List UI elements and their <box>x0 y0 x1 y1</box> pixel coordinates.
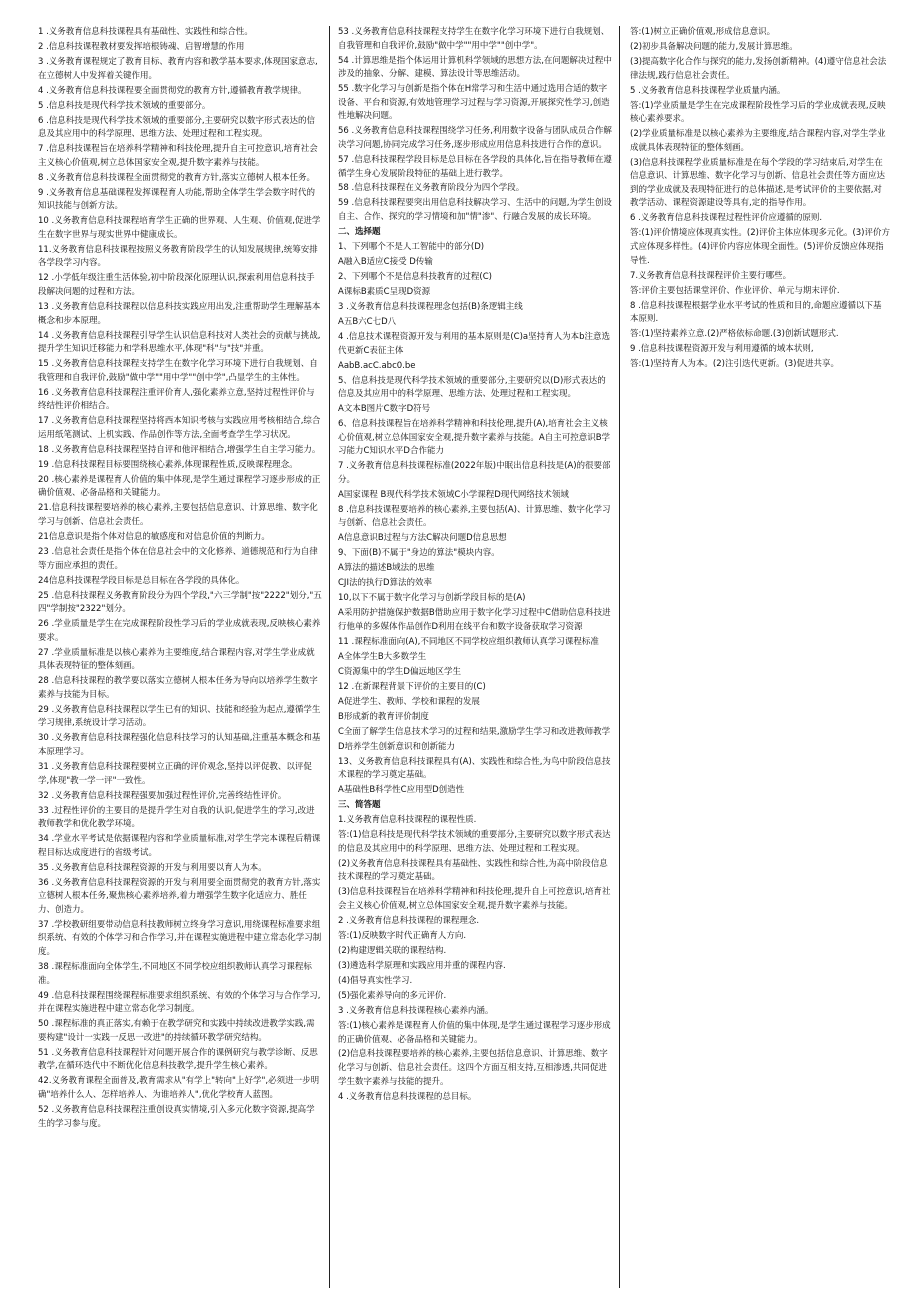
text-line: 三、简答题 <box>338 800 381 811</box>
text-line: (4)倡导真实性学习. <box>338 975 413 986</box>
text-line: 11.义务教育信息科技课程按照义务教育阶段学生的认知发展规律,统筹安排各学段学习内容。 <box>38 244 318 269</box>
text-line: 答:(1)核心素养是课程育人价值的集中体现,是学生通过课程学习逐步形成的正确价值观、必备品格和关键能力。 <box>338 1020 611 1045</box>
text-line: 答:(1)评价情境应体现真实性。(2)评价主体应体现多元化。(3)评价方式应体现多样性。(4)评价内容应体现全面性。(5)评价反馈应体现指导性. <box>630 228 890 266</box>
text-line: 49 .信息科技课程围绕课程标准要求组织系统、有效的个体学习与合作学习,并在课程实施进程中建立常态化学习制度。 <box>38 990 321 1015</box>
text-line: 3 .义务教育信息科技课程理念包括(B)条逻辑主线 <box>338 301 523 312</box>
text-line: 答:(1)树立正确价值观,形成信息意识。 <box>630 27 776 37</box>
text-line: 7 .信息科技课程旨在培养科学精神和科技伦理,提升自主可控意识,培育社会主义核心价值观,树立总体国家安全观,提升数字素养与技能。 <box>38 144 318 168</box>
document-page <box>38 26 890 1288</box>
text-line: 6 .义务教育信息科技课程过程性评价应遵循的原则. <box>630 213 823 224</box>
text-line: (2)初步具备解决问题的能力,发展计算思维。 <box>630 41 798 52</box>
text-line: 52 .义务教育信息科技课程注重创设真实情境,引入多元化数字资源,提高学生的学习参与度。 <box>38 1104 315 1129</box>
text-line: (2)信息科技课程要培养的核心素养,主要包括信息意识、计算思维、数字化学习与创新、信息社会责任。这四个方面互相支持,互相渗透,共同促进学生数字素养与技能的提升。 <box>338 1049 608 1087</box>
text-line: A全体学生B大多数学生 <box>338 651 427 662</box>
text-line: 1 .义务教育信息科技课程具有基础性、实践性和综合性。 <box>38 27 253 37</box>
text-line: 3 .义务教育课程规定了教育目标、教育内容和教学基本要求,体现国家意志,在立德树人中发挥着关键作用。 <box>38 56 318 81</box>
text-line: A文本B图片C数字D符号 <box>338 404 431 415</box>
text-line: 5、信息科技是现代科学技术领域的重要部分,主要研究以(D)形式表达的信息及其应用中的科学原理、思维方法、处理过程和工程实现。 <box>338 375 606 400</box>
text-line: 51 .义务教育信息科技课程针对问题开展合作的课例研究与教学诊断、反思教学,在循环迭代中不断优化信息科技教学,提升学生核心素养。 <box>38 1047 318 1072</box>
text-line: C全面了解学生信息技术学习的过程和结果,激励学生学习和改进教师教学 <box>338 726 611 737</box>
text-line: 20 .核心素养是课程育人价值的集中体现,是学生通过课程学习逐步形成的正确价值观、必备品格和关键能力。 <box>38 474 321 499</box>
text-line: 6、信息科技课程旨在培养科学精神和科技伦理,提升(A),培育社会主义核心价值观,树立总体国家安全观,提升数字素养与技能。A自主可控意识B学习能力C知识水平D合作能力 <box>338 419 611 457</box>
text-line: 50 .课程标准的真正落实,有赖于在教学研究和实践中持续改进教学实践,需要构建"设计一实践一反思一改进"的持续循环教学研究结构。 <box>38 1019 315 1043</box>
column-left <box>38 26 329 1288</box>
text-line: C资源集中的学生D偏远地区学生 <box>338 666 461 677</box>
text-line: 10 .义务教育信息科技课程培育学生正确的世界观、人生观、价值观,促进学生在数字世界与现实世界中健康成长。 <box>38 216 321 240</box>
text-line: 答:(1)学业质量是学生在完成课程阶段性学习后的学业成就表现,反映核心素养要求。 <box>630 100 886 125</box>
text-line: 16 .义务教育信息科技课程注重评价育人,强化素养立意,坚持过程性评价与终结性评价相结合。 <box>38 387 315 412</box>
text-line: 10,以下不属于数字化学习与创新学段目标的是(A) <box>338 593 526 604</box>
text-line: 57 .信息科技课程学段目标是总目标在各学段的具体化,旨在指导教师在遵循学生身心发展阶段特征的基础上进行教学。 <box>338 154 612 179</box>
text-line: A信息意识B过程与方法C解决问题D信息思想 <box>338 533 507 544</box>
text-line: 4 .义务教育信息科技课程要全面贯彻党的教育方针,遵循教育教学规律。 <box>38 85 307 96</box>
text-line: A基础性B科学性C应用型D创造性 <box>338 785 465 796</box>
text-line: 12 .在新课程背景下评价的主要目的(C) <box>338 681 486 692</box>
text-line: (3)信息科技课程旨在培养科学精神和科技伦理,提升自上可控意识,培育社会主义核心价值观,树立总体国家安全观,提升数字素养与技能。 <box>338 887 611 912</box>
text-line: 25 .信息科技课程义务教育阶段分为四个学段,"六三学制"按"2222"划分,"五四"学制按"2322"划分。 <box>38 590 322 615</box>
text-line: 30 .义务教育信息科技课程强化信息科技学习的认知基础,注重基本概念和基本原理学习。 <box>38 733 321 758</box>
text-line: A算法的描述B域法的思维 <box>338 563 435 574</box>
text-line: 33 .过程性评价的主要目的是提升学生对自我的认识,促进学生的学习,改进教师教学和优化教学环境。 <box>38 805 315 830</box>
text-line: 8 .信息科技课程要培养的核心素养,主要包括(A)、计算思维、数字化学习与创新、信息社会责任。 <box>338 504 611 529</box>
text-line: (2)构建逻辑关联的课程结构. <box>338 945 447 956</box>
text-line: A融入B适应C接受 D传输 <box>338 257 433 268</box>
text-line: (2)义务教育信息科技课程具有基础性、实践性和综合性,为高中阶段信息技术课程的学习奠定基础。 <box>338 858 608 883</box>
text-line: CJI法的执行D算法的效率 <box>338 578 432 589</box>
text-line: A国家课程 B现代科学技术领域C小学课程D现代网络技术领域 <box>338 489 569 500</box>
text-line: 24信息科技课程学段目标是总目标在各学段的具体化。 <box>38 575 245 586</box>
text-line: 5 .义务教育信息科技课程学业质量内涵。 <box>630 85 786 96</box>
text-line: 1、下列哪个不是人工智能中的部分(D) <box>338 242 485 253</box>
text-line: 27 .学业质量标准是以核心素养为主要维度,结合课程内容,对学生学业成就具体表现特征的整体刻画。 <box>38 647 315 672</box>
text-line: B形成新的教育评价制度 <box>338 711 429 722</box>
text-line: 23 .信息社会责任是指个体在信息社会中的文化修养、道德规范和行为自律等方面应承担的责任。 <box>38 546 318 571</box>
text-line: 11 .课程标准面向(A),不同地区不同学校应组织教师认真学习课程标准 <box>338 636 599 647</box>
text-line: (3)遴选科学原理和实践应用并重的课程内容. <box>338 960 506 971</box>
text-line: 17 .义务教育信息科技课程坚持将西本知识考核与实践应用考核相结合,综合运用纸笔测试、上机实践、作品创作等方法,全面考查学生学习状况。 <box>38 416 321 440</box>
text-line: 31 .义务教育信息科技课程要树立正确的评价观念,坚持以评促教、以评促学,体现"教一学一评"一致性。 <box>38 762 312 786</box>
text-line: 12 .小学低年级注重生活体验,初中阶段深化原理认识,探索利用信息科技手段解决问题的过程和方法。 <box>38 273 315 297</box>
text-line: 26 .学业质量是学生在完成课程阶段性学习后的学业成就表现,反映核心素养要求。 <box>38 619 321 643</box>
text-line: 21信息意识是指个体对信息的敏感度和对信息价值的判断力。 <box>38 531 270 542</box>
column-middle <box>329 26 619 1288</box>
text-line: 答:(1)信息科技是现代科学技术领域的重要部分,主要研究以数字形式表达的信息及其应用中的科学原理、思维方法、处理过程和工程实现。 <box>338 830 611 854</box>
text-line: (2)学业质量标准是以核心素养为主要维度,结合课程内容,对学生学业成就具体表现特征的整体刻画。 <box>630 129 886 153</box>
text-line: 42.义务教育课程全面普及,教育需求从"有学上"转向"上好学",必须进一步明确"培养什么人、怎样培养人、为谁培养人",优化学校育人蓝图。 <box>38 1076 320 1100</box>
text-line: A采用防护措施保护数据B借助应用于数字化学习过程中C借助信息科技进行他单的多媒体作品创作D利用在线平台和数字设备获取学习资源 <box>338 608 611 632</box>
text-line: A课标B素质C呈现D资源 <box>338 286 431 297</box>
text-line: 13 .义务教育信息科技课程以信息科技实践应用出发,注重帮助学生理解基本概念和步本原理。 <box>38 301 321 326</box>
text-line: 9 .信息科技课程资源开发与利用遵循的域本状则, <box>630 344 814 355</box>
text-line: 58 .信息科技课程在义务教育阶段分为四个学段。 <box>338 183 525 194</box>
text-line: 答:(1)反映数字时代正确育人方向. <box>338 931 467 941</box>
text-line: 55 .数字化学习与创新是指个体在H常学习和生活中通过选用合适的数字设备、平台和资源,有效地管理学习过程与学习资源,开展探究性学习,创造性地解决问题。 <box>338 84 610 122</box>
text-line: 59 .信息科技课程要突出用信息科技解决学习、生活中的问题,为学生创设自主、合作、探究的学习情境和加"情"渗"、行融合发展的成长环境。 <box>338 198 612 223</box>
text-line: 54 .计算思维是指个体运用计算机科学领域的思想方法,在问题解决过程中涉及的抽象、分解、建模、算法设计等思维活动。 <box>338 55 612 80</box>
text-line: 2、下列哪个不是信息科技教育的过程(C) <box>338 272 492 282</box>
text-line: 答:(1)坚持育人为本。(2)注引迭代更新。(3)促进共享。 <box>630 359 839 370</box>
text-line: 7 .义务教育信息科技课程标准(2022年版)中眠出信息科技是(A)的很要部分。 <box>338 461 611 485</box>
text-line: 53 .义务教育信息科技课程支持学生在数字化学习环境下进行自我规划、自我管理和自我评价,鼓励"做中学""用中学""创中学"。 <box>338 27 610 51</box>
text-line: 8 .义务教育信息科技课程全面贯彻党的教育方针,落实立德树人根本任务。 <box>38 172 316 183</box>
text-line: 7.义务教育信息科技课程评价主要行哪些。 <box>630 270 792 281</box>
text-line: 32 .义务教育信息科技课程强要加强过程性评价,完善终结性评价。 <box>38 790 287 801</box>
text-line: 38 .课程标准面向全体学生,不同地区不同学校应组织教师认真学习课程标准。 <box>38 962 312 986</box>
text-line: (3)提高数字化合作与探究的能力,发扬创新精神。(4)遵守信息社会法律法规,践行信息社会责任。 <box>630 56 887 81</box>
text-line: 36 .义务教育信息科技课程资源的开发与利用要全面贯彻党的教育方针,落实立德树人根本任务,聚焦核心素养培养,着力增强学生数字化适应力、胜任力、创造力。 <box>38 877 321 915</box>
text-line: (5)强化素养导向的多元评价. <box>338 990 447 1001</box>
text-line: 2 .信息科技课程教材要发挥培根铸魂、启智增慧的作用 <box>38 41 245 52</box>
text-line: 28 .信息科技课程的教学要以落实立德树人根本任务为导向以培养学生数字素养与技能为目标。 <box>38 676 318 700</box>
text-line: 答:评价主要包括课堂评价、作业评价、单元与期末评价. <box>630 285 840 296</box>
text-line: D培养学生创新意识和创新能力 <box>338 741 456 752</box>
text-line: 13、义务教育信息科技课程具有(A)、实践性和综合性,为鸟中阶段信息技术课程的学习奠定基础。 <box>338 756 611 781</box>
text-line: 34 .学业水平考试是依据课程内容和学业质量标准,对学生学完本课程后精课程目标达成度进行的省级考试。 <box>38 834 321 858</box>
text-line: 21.信息科技课程要培养的核心素养,主要包括信息意识、计算思维、数字化学习与创新、信息社会责任。 <box>38 503 318 527</box>
text-line: 4 .义务教育信息科技课程的总目标。 <box>338 1091 477 1102</box>
text-line: A促进学生、教师、学校和课程的发展 <box>338 696 480 707</box>
text-line: 6 .信息科技是现代科学技术领域的重要部分,主要研究以数字形式表达的信息及其应用中的科学原理、思维方法、处理过程和工程实现。 <box>38 115 316 140</box>
text-line: AabB.acC.abc0.be <box>338 360 416 371</box>
text-line: 二、选择题 <box>338 227 381 238</box>
text-line: 37 .学校教研组要带动信息科技教师树立终身学习意识,用绕课程标准要求组织系统、有效的个体学习和合作学习,并在课程实施进程中建立常态化学习制度。 <box>38 919 322 958</box>
text-line: 8 .信息科技课程根据学业水平考试的性质和目的,命题应遵循以下基本原则. <box>630 300 882 325</box>
text-line: 2 .义务教育信息科技课程的课程理念. <box>338 916 480 927</box>
text-line: A五B六C七D八 <box>338 316 397 327</box>
text-line: 15 .义务教育信息科技课程支持学生在数字化学习环境下进行自我规划、自我管理和自我评价,鼓励"做中学""用中学""创中学",凸显学生的主体性。 <box>38 359 318 383</box>
text-line: 19 .信息科技课程目标要围绕核心素养,体现课程性质,反映课程理念。 <box>38 459 298 470</box>
text-line: 9 .义务教育信息基础课程发挥课程育人功能,帮助全体学生学会数字时代的知识技能与创新方法。 <box>38 187 316 212</box>
column-right <box>619 26 890 1288</box>
text-line: 14 .义务教育信息科技课程引导学生认识信息科技对人类社会的贡献与挑战,提升学生知识迁移能力和学科思维水平,体现"科"与"技"并重。 <box>38 330 321 355</box>
text-line: 29 .义务教育信息科技课程以学生已有的知识、技能和经验为起点,遵循学生学习规律,系统设计学习活动。 <box>38 704 321 729</box>
text-line: 1.义务教育信息科技课程的课程性质. <box>338 815 477 826</box>
text-line: 答:(1)坚持素养立意.(2)严格依标命题.(3)创新试题形式. <box>630 329 839 340</box>
text-line: 5 .信息科技是现代科学技术领域的重要部分。 <box>38 100 211 111</box>
text-line: 4 .信息技术课程资源开发与利用的基本原则是(C)a坚持育人为本b注意选代更新C表征主体 <box>338 331 610 356</box>
text-line: 9、下面(B)不属于"身边的算法"模块内容。 <box>338 548 500 559</box>
text-line: 3 .义务教育信息科技课程核心素养内涵。 <box>338 1005 494 1016</box>
text-line: 56 .义务教育信息科技课程围绕学习任务,利用数字设备与团队成员合作解决学习问题,协同完成学习任务,逐步形成应用信息科技进行合作的意识。 <box>338 126 612 150</box>
text-line: 18 .义务教育信息科技课程坚持自评和他评相结合,增强学生自主学习能力。 <box>38 444 321 455</box>
text-line: (3)信息科技课程学业质量标准是在每个学段的学习结束后,对学生在信息意识、计算思维、数字化学习与创新、信息社会责任等方面应达到的学业成就及表现特征进行的总体描述,是考试评价的主要依据,对教学活动、课程资源建设等具有,定的指导作用。 <box>630 157 886 209</box>
text-line: 35 .义务教育信息科技课程资源的开发与利用要以育人为本。 <box>38 862 267 873</box>
